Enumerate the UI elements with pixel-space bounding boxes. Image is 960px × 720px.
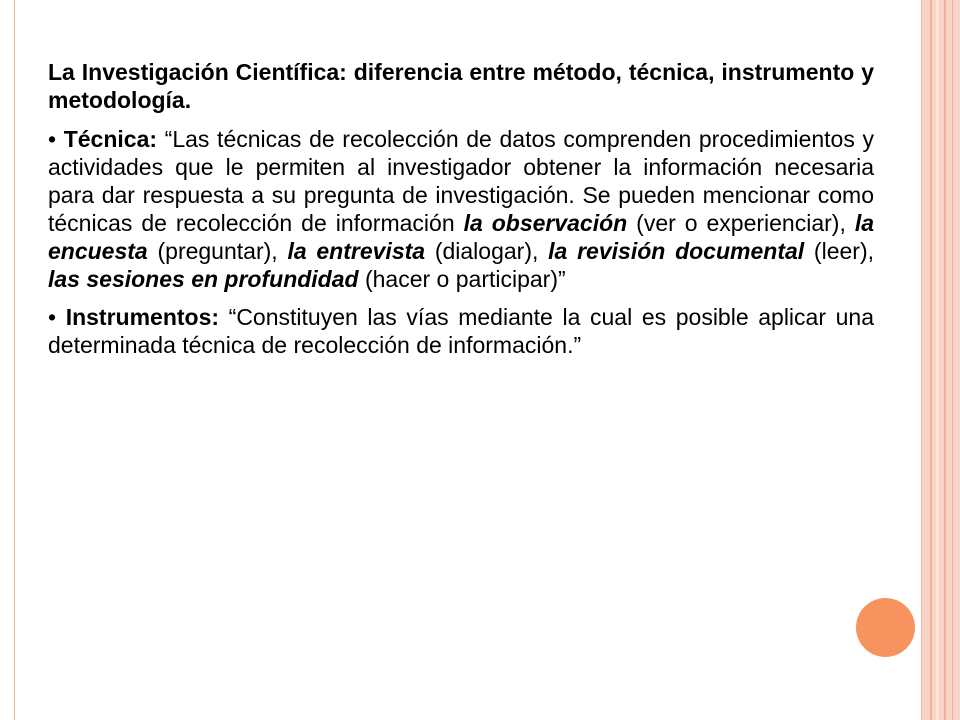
slide-content [48,58,874,369]
paragraph-instrumentos [48,303,874,359]
band-stripe [944,0,946,720]
paragraph-text: (hacer o participar)” [358,266,566,292]
slide-title: La Investigación Científica: diferencia entre método, técnica, instrumento y metodología. [48,59,874,113]
band-stripe [930,0,932,720]
emphasis-revision-documental: la revisión documental [548,238,805,264]
paragraph-text: (preguntar), [147,238,288,264]
emphasis-encuesta: la encuesta [48,210,874,264]
band-stripe [936,0,939,720]
emphasis-entrevista: la entrevista [287,238,426,264]
paragraph-text: “Las técnicas de recolección de datos comprenden procedimientos y actividades que le permiten al investigador obtener la información necesaria para dar respuesta a su pregunta de investigación. Se pueden mencionar como técnicas de recolección de información [48,126,874,236]
term-instrumentos: Instrumentos: [65,304,220,330]
paragraph-text: “Constituyen las vías mediante la cual es posible aplicar una determinada técnica de recolección de información.” [48,304,874,358]
paragraph-text: (dialogar), [425,238,549,264]
band-stripe [952,0,953,720]
term-tecnica: Técnica: [63,126,158,152]
emphasis-observacion: la observación [463,210,628,236]
decorative-circle [856,598,915,657]
decorative-side-band [922,0,960,720]
paragraph-text: (ver o experienciar), [627,210,855,236]
paragraph-text: (leer), [804,238,874,264]
paragraph-tecnica [48,125,874,293]
bullet: • [48,126,64,152]
bullet: • [48,304,66,330]
emphasis-sesiones-profundidad: las sesiones en profundidad [48,266,359,292]
